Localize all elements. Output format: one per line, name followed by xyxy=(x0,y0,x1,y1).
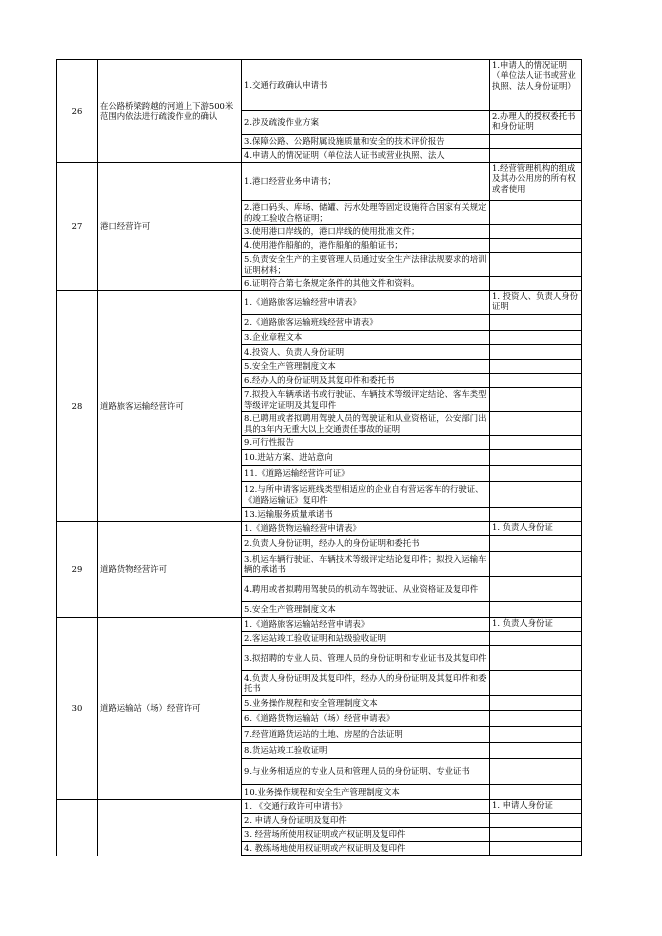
material-cell: 4. 教练场地使用权证明或产权证明及复印件 xyxy=(242,842,490,856)
note-cell xyxy=(490,743,582,759)
material-cell: 8.货运站竣工验收证明 xyxy=(242,743,490,759)
material-cell: 3. 经营场所使用权证明或产权证明及复印件 xyxy=(242,828,490,842)
table-row xyxy=(57,60,582,111)
note-cell xyxy=(490,759,582,785)
material-cell: 6.证明符合第七条规定条件的其他文件和资料。 xyxy=(242,277,490,291)
note-cell xyxy=(490,253,582,277)
material-cell: 1.《道路货物运输经营申请表》 xyxy=(242,522,490,536)
note-cell xyxy=(490,814,582,828)
note-cell: 1. 负责人身份证 xyxy=(490,618,582,632)
note-cell xyxy=(490,436,582,450)
material-cell: 1.交通行政确认申请书 xyxy=(242,60,490,111)
note-cell xyxy=(490,785,582,800)
note-cell xyxy=(490,646,582,671)
note-cell xyxy=(490,450,582,466)
note-cell xyxy=(490,842,582,856)
note-cell xyxy=(490,466,582,482)
material-cell: 1.港口经营业务申请书； xyxy=(242,163,490,201)
material-cell: 4.投资人、负责人身份证明 xyxy=(242,345,490,360)
item-name: 港口经营许可 xyxy=(98,163,242,291)
note-cell: 2.办理人的授权委托书和身份证明 xyxy=(490,111,582,135)
item-number: 27 xyxy=(57,163,98,291)
note-cell xyxy=(490,201,582,225)
note-cell xyxy=(490,374,582,388)
material-cell: 1.《道路旅客运输站经营申请表》 xyxy=(242,618,490,632)
note-cell xyxy=(490,828,582,842)
item-number: 26 xyxy=(57,60,98,163)
material-cell: 10.业务操作规程和安全生产管理制度文本 xyxy=(242,785,490,800)
note-cell xyxy=(490,727,582,743)
material-cell: 4.使用港作船舶的，港作船舶的船舶证书； xyxy=(242,239,490,253)
material-cell: 7.拟投入车辆承诺书或行驶证、车辆技术等级评定结论、客车类型等级评定证明及其复印件 xyxy=(242,388,490,412)
material-cell: 13.运输服务质量承诺书 xyxy=(242,508,490,522)
table-row xyxy=(57,522,582,536)
note-cell xyxy=(490,508,582,522)
note-cell xyxy=(490,388,582,412)
item-number: 30 xyxy=(57,618,98,800)
note-cell xyxy=(490,149,582,163)
note-cell xyxy=(490,277,582,291)
item-number: 29 xyxy=(57,522,98,618)
material-cell: 1.《道路旅客运输经营申请表》 xyxy=(242,291,490,315)
table-row xyxy=(57,618,582,632)
material-cell: 9.可行性报告 xyxy=(242,436,490,450)
item-number xyxy=(57,800,98,856)
note-cell xyxy=(490,412,582,436)
material-cell: 5.安全生产管理制度文本 xyxy=(242,602,490,618)
material-cell: 3.拟招聘的专业人员、管理人员的身份证明和专业证书及其复印件 xyxy=(242,646,490,671)
material-cell: 5.业务操作规程和安全管理制度文本 xyxy=(242,696,490,711)
material-cell: 4.负责人身份证明及其复印件，经办人的身份证明及其复印件和委托书 xyxy=(242,671,490,696)
table-row xyxy=(57,800,582,814)
note-cell xyxy=(490,225,582,239)
note-cell xyxy=(490,696,582,711)
material-cell: 2.负责人身份证明，经办人的身份证明和委托书 xyxy=(242,536,490,552)
note-cell xyxy=(490,331,582,345)
spreadsheet xyxy=(56,59,582,856)
note-cell xyxy=(490,711,582,727)
item-name: 在公路桥梁跨越的河道上下游500米范围内依法进行疏浚作业的确认 xyxy=(98,60,242,163)
material-cell: 3.企业章程文本 xyxy=(242,331,490,345)
note-cell xyxy=(490,671,582,696)
item-name xyxy=(98,800,242,856)
material-cell: 8.已聘用或者拟聘用驾驶人员的驾驶证和从业资格证，公安部门出具的3年内无重大以上交通责任事故的证明 xyxy=(242,412,490,436)
note-cell xyxy=(490,536,582,552)
note-cell xyxy=(490,482,582,508)
item-number: 28 xyxy=(57,291,98,522)
item-name: 道路货物经营许可 xyxy=(98,522,242,618)
note-cell: 1.申请人的情况证明（单位法人证书或营业执照、法人身份证明） xyxy=(490,60,582,111)
note-cell xyxy=(490,632,582,646)
material-cell: 11.《道路运输经营许可证》 xyxy=(242,466,490,482)
note-cell xyxy=(490,345,582,360)
material-cell: 9.与业务相适应的专业人员和管理人员的身份证明、专业证书 xyxy=(242,759,490,785)
material-cell: 1. 《交通行政许可申请书》 xyxy=(242,800,490,814)
note-cell: 1. 投资人、负责人身份证明 xyxy=(490,291,582,315)
material-cell: 5.负责安全生产的主要管理人员通过安全生产法律法规要求的培训证明材料； xyxy=(242,253,490,277)
material-cell: 3.使用港口岸线的，港口岸线的使用批准文件； xyxy=(242,225,490,239)
note-cell: 1. 申请人身份证 xyxy=(490,800,582,814)
note-cell: 1. 负责人身份证 xyxy=(490,522,582,536)
note-cell xyxy=(490,552,582,577)
material-cell: 12.与所申请客运班线类型相适应的企业自有营运客车的行驶证、《道路运输证》复印件 xyxy=(242,482,490,508)
material-cell: 6.《道路货物运输站（场）经营申请表》 xyxy=(242,711,490,727)
note-cell: 1.经营管理机构的组成及其办公用房的所有权或者使用 xyxy=(490,163,582,201)
material-cell: 7.经营道路货运站的土地、房屋的合法证明 xyxy=(242,727,490,743)
table-row xyxy=(57,163,582,201)
material-cell: 3.保障公路、公路附属设施质量和安全的技术评价报告 xyxy=(242,135,490,149)
material-cell: 10.进站方案、进站意向 xyxy=(242,450,490,466)
material-cell: 5.安全生产管理制度文本 xyxy=(242,360,490,374)
table-row xyxy=(57,291,582,315)
item-name: 道路运输站（场）经营许可 xyxy=(98,618,242,800)
material-cell: 2.港口码头、库场、储罐、污水处理等固定设施符合国家有关规定的竣工验收合格证明； xyxy=(242,201,490,225)
note-cell xyxy=(490,315,582,331)
material-cell: 4.申请人的情况证明（单位法人证书或营业执照、法人 xyxy=(242,149,490,163)
material-cell: 2.《道路旅客运输班线经营申请表》 xyxy=(242,315,490,331)
permit-table xyxy=(56,59,582,856)
note-cell xyxy=(490,135,582,149)
note-cell xyxy=(490,577,582,602)
material-cell: 2.涉及疏浚作业方案 xyxy=(242,111,490,135)
material-cell: 6.经办人的身份证明及其复印件和委托书 xyxy=(242,374,490,388)
material-cell: 3.机运车辆行驶证、车辆技术等级评定结论复印件；拟投入运输车辆的承诺书 xyxy=(242,552,490,577)
material-cell: 4.聘用或者拟聘用驾驶员的机动车驾驶证、从业资格证及复印件 xyxy=(242,577,490,602)
note-cell xyxy=(490,239,582,253)
note-cell xyxy=(490,360,582,374)
material-cell: 2. 申请人身份证明及复印件 xyxy=(242,814,490,828)
item-name: 道路旅客运输经营许可 xyxy=(98,291,242,522)
material-cell: 2.客运站竣工验收证明和站级验收证明 xyxy=(242,632,490,646)
note-cell xyxy=(490,602,582,618)
